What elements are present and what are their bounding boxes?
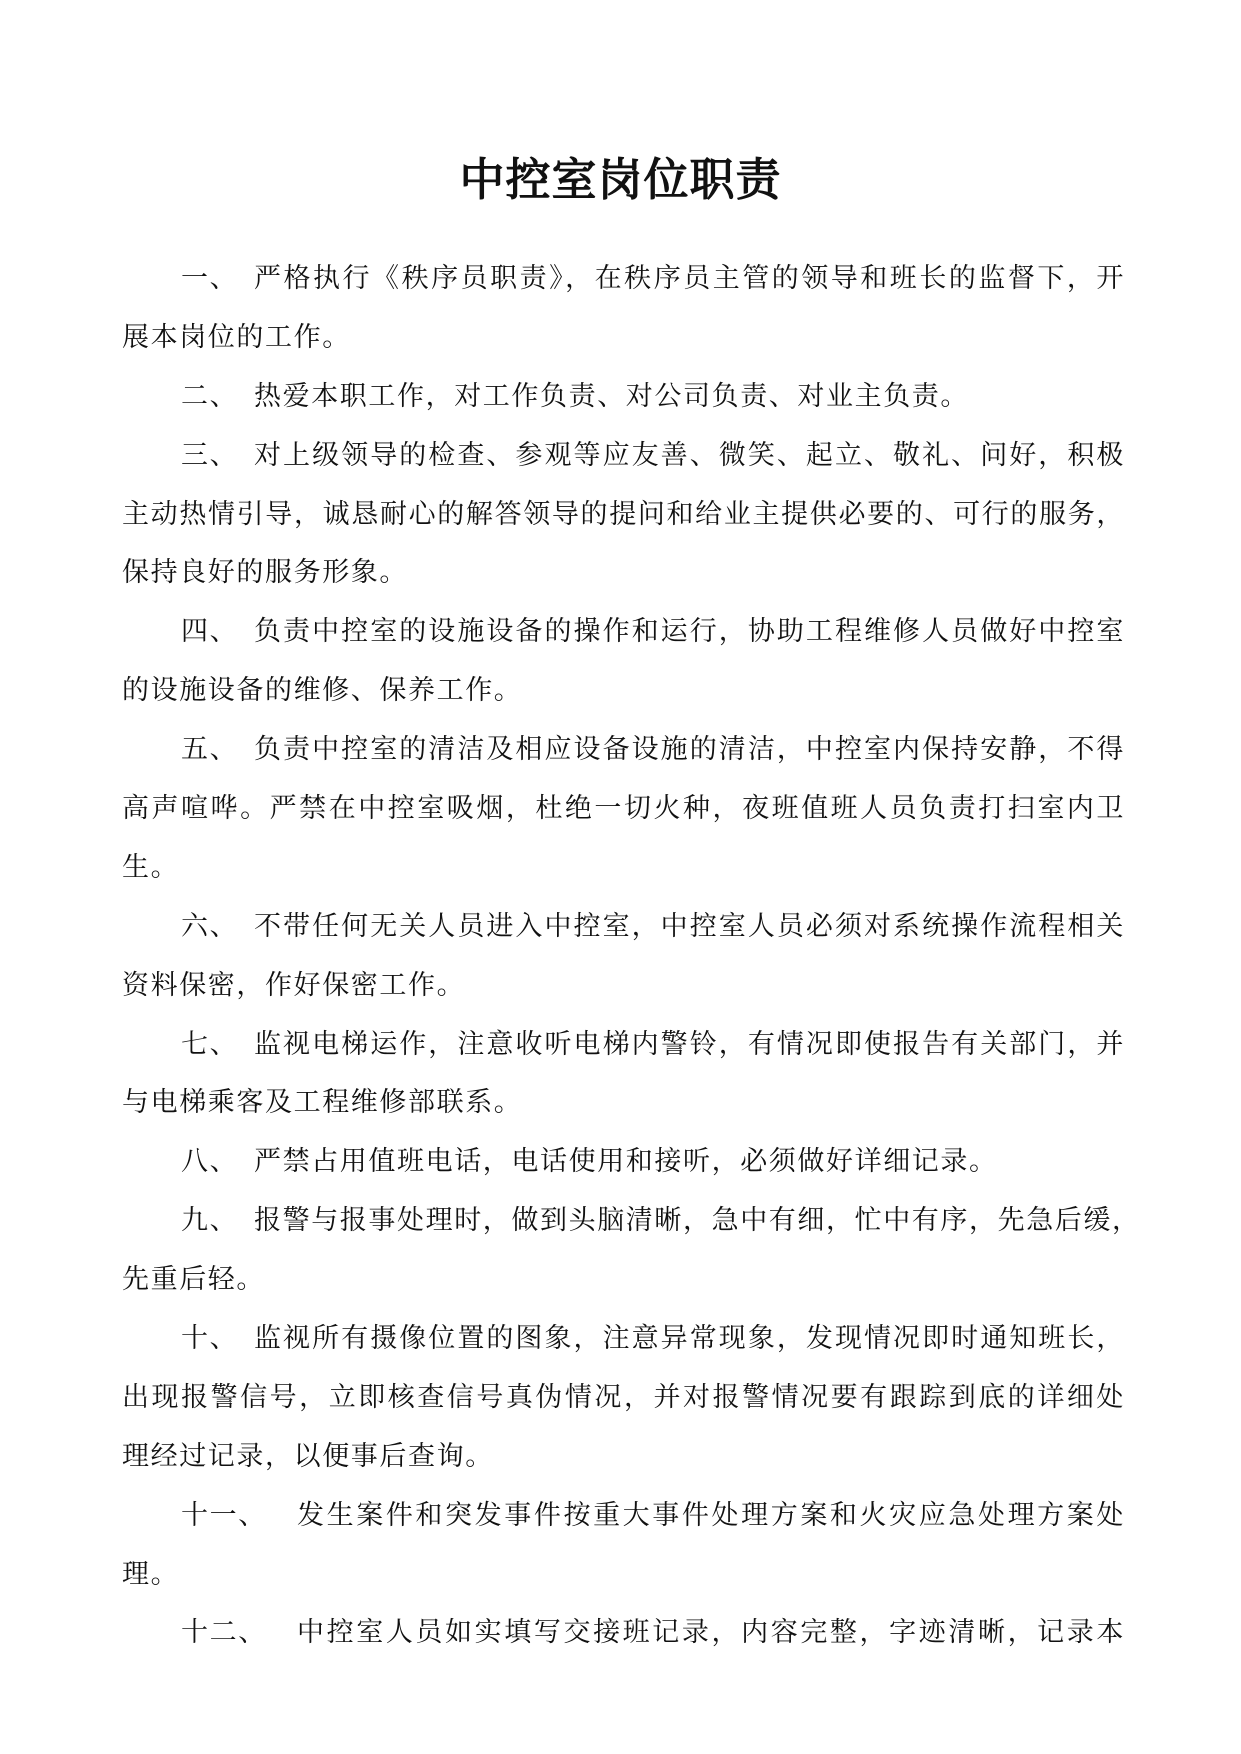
text-line [122, 250, 1125, 309]
duty-paragraph [122, 1310, 1125, 1487]
line-text: 监视所有摄像位置的图象，注意异常现象，发现情况即时通知班长， [254, 1323, 1125, 1355]
duty-paragraph [122, 1604, 1125, 1663]
line-text: 负责中控室的设施设备的操作和运行，协助工程维修人员做好中控室 [254, 616, 1125, 648]
line-text: 生。 [122, 851, 180, 883]
text-line [122, 309, 1125, 368]
document-title: 中控室岗位职责 [459, 153, 782, 206]
line-text: 高声喧哗。严禁在中控室吸烟，杜绝一切火种，夜班值班人员负责打扫室内卫 [122, 793, 1125, 825]
text-line [122, 662, 1125, 721]
text-line [122, 1016, 1125, 1075]
paragraph-number: 五、 [181, 734, 239, 766]
duty-paragraph [122, 603, 1125, 721]
paragraph-number: 六、 [181, 910, 239, 942]
paragraph-number: 十一、 [181, 1499, 267, 1531]
line-text: 展本岗位的工作。 [122, 321, 351, 353]
line-text: 先重后轻。 [122, 1264, 265, 1296]
text-line [122, 486, 1125, 545]
text-line [122, 1369, 1125, 1428]
text-line [122, 1251, 1125, 1310]
line-text: 发生案件和突发事件按重大事件处理方案和火灾应急处理方案处 [297, 1499, 1125, 1531]
line-text: 资料保密，作好保密工作。 [122, 969, 466, 1001]
line-text: 监视电梯运作，注意收听电梯内警铃，有情况即使报告有关部门，并 [254, 1028, 1125, 1060]
text-line [122, 1546, 1125, 1605]
duty-paragraph [122, 368, 1125, 427]
line-text: 严格执行《秩序员职责》，在秩序员主管的领导和班长的监督下，开 [254, 263, 1125, 294]
line-text: 的设施设备的维修、保养工作。 [122, 675, 523, 707]
text-line [122, 544, 1125, 603]
paragraph-number: 七、 [181, 1028, 239, 1060]
paragraph-number: 九、 [181, 1205, 239, 1237]
text-line [122, 780, 1125, 839]
line-text: 负责中控室的清洁及相应设备设施的清洁，中控室内保持安静，不得 [254, 734, 1125, 766]
line-text: 中控室人员如实填写交接班记录，内容完整，字迹清晰，记录本 [297, 1617, 1125, 1649]
text-line [122, 721, 1125, 780]
duty-paragraph [122, 898, 1125, 1016]
text-line [122, 898, 1125, 957]
line-text: 理经过记录，以便事后查询。 [122, 1440, 494, 1472]
text-line [122, 368, 1125, 427]
text-line [122, 957, 1125, 1016]
line-text: 理。 [122, 1558, 180, 1590]
duty-paragraph [122, 427, 1125, 604]
line-text: 报警与报事处理时，做到头脑清晰，急中有细，忙中有序，先急后缓， [254, 1205, 1141, 1237]
line-text: 不带任何无关人员进入中控室，中控室人员必须对系统操作流程相关 [254, 910, 1125, 942]
paragraph-number: 十二、 [181, 1617, 267, 1649]
paragraph-number: 八、 [181, 1146, 239, 1178]
paragraph-number: 三、 [181, 439, 239, 471]
paragraph-number: 二、 [181, 380, 239, 412]
line-text: 主动热情引导，诚恳耐心的解答领导的提问和给业主提供必要的、可行的服务， [122, 498, 1125, 530]
line-text: 对上级领导的检查、参观等应友善、微笑、起立、敬礼、问好，积极 [254, 439, 1125, 471]
line-text: 保持良好的服务形象。 [122, 557, 408, 589]
duty-paragraph [122, 1192, 1141, 1310]
paragraph-number: 一、 [181, 263, 239, 294]
paragraph-number: 十、 [181, 1323, 239, 1355]
duty-paragraph [122, 250, 1125, 368]
line-text: 与电梯乘客及工程维修部联系。 [122, 1087, 523, 1119]
text-line [122, 603, 1125, 662]
text-line [122, 839, 1125, 898]
line-text: 出现报警信号，立即核查信号真伪情况，并对报警情况要有跟踪到底的详细处 [122, 1381, 1125, 1413]
text-line [122, 1428, 1125, 1487]
line-text: 严禁占用值班电话，电话使用和接听，必须做好详细记录。 [254, 1146, 998, 1178]
text-line [122, 1604, 1125, 1663]
document-body [122, 250, 1141, 1663]
text-line [122, 1133, 1125, 1192]
paragraph-number: 四、 [181, 616, 239, 648]
duty-paragraph [122, 1133, 1125, 1192]
text-line [122, 1310, 1125, 1369]
line-text: 热爱本职工作，对工作负责、对公司负责、对业主负责。 [254, 380, 969, 412]
text-line [122, 427, 1125, 486]
duty-paragraph [122, 1487, 1125, 1605]
duty-paragraph [122, 721, 1125, 898]
text-line [122, 1192, 1141, 1251]
duty-paragraph [122, 1016, 1125, 1134]
text-line [122, 1487, 1125, 1546]
text-line [122, 1074, 1125, 1133]
